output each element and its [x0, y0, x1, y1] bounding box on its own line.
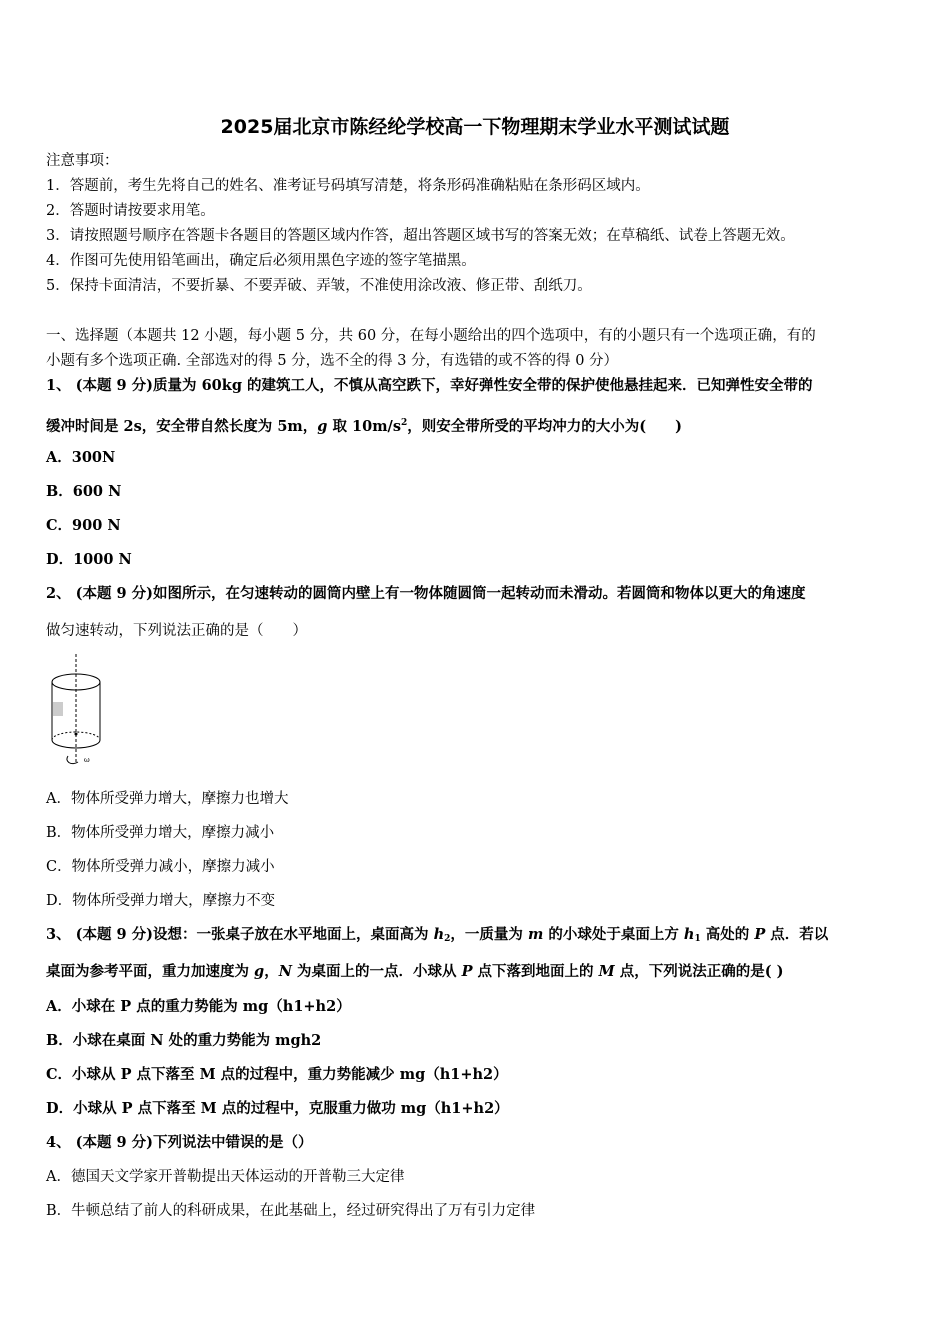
q3-text-part: 点下落到地面上的 [472, 963, 599, 980]
q2-option-c: C．物体所受弹力减小，摩擦力减小 [46, 859, 275, 875]
section-heading-cont: 小题有多个选项正确. 全部选对的得 5 分，选不全的得 3 分，有选错的或不答的得 0 分） [46, 353, 619, 369]
question-3-text [46, 925, 828, 949]
q1-text-part: ，则安全带所受的平均冲力的大小为( ) [407, 418, 682, 435]
question-2-text: 2、 (本题 9 分)如图所示，在匀速转动的圆筒内壁上有一物体随圆筒一起转动而未滑动。若圆筒和物体以更大的角速度 [46, 585, 806, 602]
notice-item: 3．请按照题号顺序在答题卡各题目的答题区域内作答，超出答题区域书写的答案无效；在草稿纸、试卷上答题无效。 [46, 228, 795, 244]
omega-label: ω [84, 756, 90, 764]
q3-var-h: h [433, 926, 445, 943]
q3-var-h: h [683, 926, 695, 943]
question-2-text-cont: 做匀速转动，下列说法正确的是（ ） [46, 623, 307, 639]
notice-item: 5．保持卡面清洁，不要折暴、不要弄破、弄皱，不准使用涂改液、修正带、刮纸刀。 [46, 278, 592, 294]
question-1-text: 1、 (本题 9 分)质量为 60kg 的建筑工人，不慎从高空跌下，幸好弹性安全带的保护使他悬挂起来．已知弹性安全带的 [46, 377, 813, 394]
rotating-cylinder-figure [44, 652, 114, 770]
q2-option-a: A．物体所受弹力增大，摩擦力也增大 [46, 791, 289, 807]
question-4-text: 4、 (本题 9 分)下列说法中错误的是（） [46, 1134, 313, 1151]
page-title: 2025届北京市陈经纶学校高一下物理期末学业水平测试试题 [220, 116, 730, 138]
q1-option-b: B．600 N [46, 483, 122, 500]
q3-text-part: ， [264, 963, 279, 980]
q3-option-b: B．小球在桌面 N 处的重力势能为 mgh2 [46, 1032, 322, 1049]
q1-text-part: 缓冲时间是 2s，安全带自然长度为 5m， [46, 418, 318, 435]
q3-text-part: 点．若以 [765, 926, 829, 943]
q3-var-p: P [754, 926, 766, 943]
q3-text-part: ，一质量为 [450, 926, 528, 943]
q1-option-c: C．900 N [46, 517, 121, 534]
q3-subscript: 1 [694, 934, 701, 944]
block-object [53, 702, 63, 716]
q1-option-d: D．1000 N [46, 551, 132, 568]
q1-option-a: A．300N [46, 449, 116, 466]
q3-text-part: 桌面为参考平面，重力加速度为 [46, 963, 255, 980]
q3-var-n: N [278, 963, 292, 980]
q3-subscript: 2 [444, 934, 451, 944]
q1-var-g: g [317, 418, 328, 435]
q3-text-part: 为桌面上的一点．小球从 [291, 963, 462, 980]
notice-item: 2．答题时请按要求用笔。 [46, 203, 215, 219]
question-1-text-cont [46, 413, 682, 437]
q3-var-p: P [461, 963, 473, 980]
q4-option-b: B．牛顿总结了前人的科研成果，在此基础上，经过研究得出了万有引力定律 [46, 1203, 536, 1219]
q4-option-a: A．德国天文学家开普勒提出天体运动的开普勒三大定律 [46, 1169, 405, 1185]
q3-text-part: 的小球处于桌面上方 [543, 926, 684, 943]
q3-var-g: g [254, 963, 265, 980]
q1-text-part: 取 10m/s [327, 418, 401, 435]
q3-text-part: 点，下列说法正确的是( ) [614, 963, 784, 980]
axis-center-dot [75, 733, 78, 736]
q3-text-part: 高处的 [700, 926, 755, 943]
q2-option-d: D．物体所受弹力增大，摩擦力不变 [46, 893, 276, 909]
q3-var-m: m [527, 926, 544, 943]
question-3-text-cont [46, 962, 783, 982]
q2-option-b: B．物体所受弹力增大，摩擦力减小 [46, 825, 275, 841]
section-heading: 一、选择题（本题共 12 小题，每小题 5 分，共 60 分，在每小题给出的四个选项中，有的小题只有一个选项正确，有的 [46, 328, 816, 344]
notice-heading: 注意事项： [46, 153, 119, 169]
q3-option-a: A．小球在 P 点的重力势能为 mg（h1+h2） [46, 998, 351, 1015]
q3-var-m: M [598, 963, 615, 980]
q3-option-c: C．小球从 P 点下落至 M 点的过程中，重力势能减少 mg（h1+h2） [46, 1066, 508, 1083]
notice-item: 4．作图可先使用铅笔画出，确定后必须用黑色字迹的签字笔描黑。 [46, 253, 476, 269]
q3-text-part: 3、 (本题 9 分)设想：一张桌子放在水平地面上，桌面高为 [46, 926, 434, 943]
q3-option-d: D．小球从 P 点下落至 M 点的过程中，克服重力做功 mg（h1+h2） [46, 1100, 509, 1117]
notice-item: 1．答题前，考生先将自己的姓名、准考证号码填写清楚，将条形码准确粘贴在条形码区域内。 [46, 178, 650, 194]
q1-exponent: 2 [401, 418, 408, 428]
